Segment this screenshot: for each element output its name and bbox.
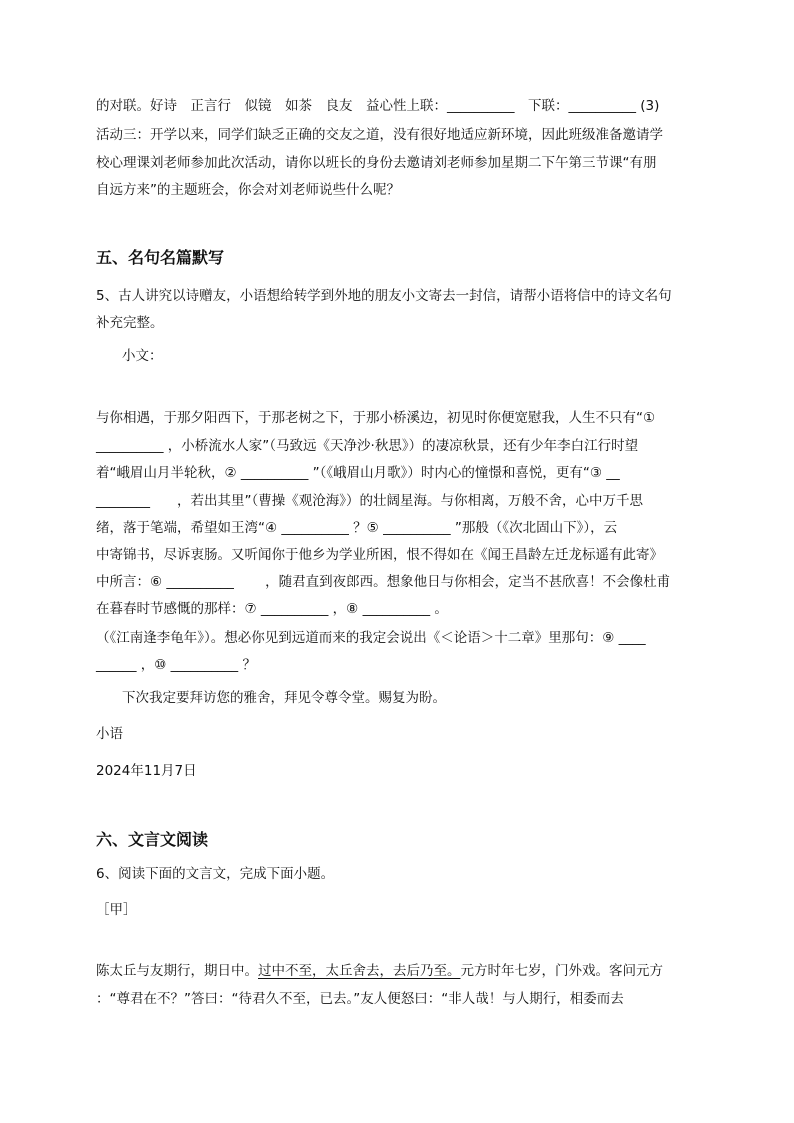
passage-text: 元方时年七岁，门外戏。客问元方 [460, 963, 663, 979]
couplet-question-line: 的对联。好诗 正言行 似镜 如茶 良友 益心性上联：__________ 下联：__________ (3) [96, 98, 660, 114]
letter-line-4: ________ ，若出其里”（曹操《观沧海》）的壮阔星海。与你相离，万般不舍，心中万千思 [96, 493, 643, 509]
passage-text: 陈太丘与友期行，期日中。 [96, 963, 258, 979]
section-five-heading: 五、名句名篇默写 [96, 248, 225, 267]
letter-signature: 小语 [96, 726, 123, 742]
passage-line-2: ：“尊君在不？”答曰：“待君久不至，已去。”友人便怒曰：“非人哉！与人期行，相委而去 [96, 991, 624, 1007]
section-six-heading: 六、文言文阅读 [96, 830, 209, 849]
letter-line-2: __________ ，小桥流水人家”（马致远《天净沙·秋思》）的凄凉秋景，还有少年李白江行时望 [96, 438, 639, 454]
passage-line-1 [96, 961, 716, 981]
letter-line-7: 中所言：⑥ __________ ，随君直到夜郎西。想象他日与你相会，定当不甚欣喜！不会像杜甫 [96, 574, 671, 590]
passage-label-jia: ［甲］ [96, 902, 137, 918]
letter-date: 2024年11月7日 [96, 763, 197, 779]
letter-line-6: 中寄锦书，尽诉衷肠。又听闻你于他乡为学业所困，恨不得如在《闻王昌龄左迁龙标遥有此寄》 [96, 547, 663, 563]
activity-three-line-1: 活动三：开学以来，同学们缺乏正确的交友之道，没有很好地适应新环境，因此班级准备邀请学 [96, 127, 663, 143]
letter-line-9: （《江南逢李龟年》）。想必你见到远道而来的我定会说出《＜论语＞十二章》里那句：⑨ ____ [96, 630, 646, 646]
letter-line-1: 与你相遇，于那夕阳西下，于那老树之下，于那小桥溪边，初见时你便宽慰我，人生不只有“① [96, 410, 656, 426]
letter-closing: 下次我定要拜访您的雅舍，拜见令尊令堂。赐复为盼。 [122, 690, 446, 706]
underlined-sentence: 过中不至，太丘舍去，去后乃至。 [258, 963, 461, 979]
letter-salutation: 小文： [122, 348, 163, 364]
letter-line-5: 绪，落于笔端，希望如王湾“④ __________ ？⑤ __________ ”那般（《次北固山下》），云 [96, 520, 618, 536]
letter-line-8: 在暮春时节感慨的那样：⑦ __________ ，⑧ __________ 。 [96, 601, 448, 617]
question-five-prompt-1: 5、古人讲究以诗赠友，小语想给转学到外地的朋友小文寄去一封信，请帮小语将信中的诗文名句 [96, 288, 672, 304]
question-five-prompt-2: 补充完整。 [96, 315, 164, 331]
question-six-prompt: 6、阅读下面的文言文，完成下面小题。 [96, 866, 335, 882]
letter-line-10: ______ ，⑩ __________ ？ [96, 657, 256, 673]
activity-three-line-2: 校心理课刘老师参加此次活动，请你以班长的身份去邀请刘老师参加星期二下午第三节课“有朋 [96, 155, 657, 171]
letter-line-3: 着“峨眉山月半轮秋，② __________ ”（《峨眉山月歌》）时内心的憧憬和喜悦，更有“③ __ [96, 465, 620, 481]
activity-three-line-3: 自远方来”的主题班会，你会对刘老师说些什么呢？ [96, 182, 400, 198]
